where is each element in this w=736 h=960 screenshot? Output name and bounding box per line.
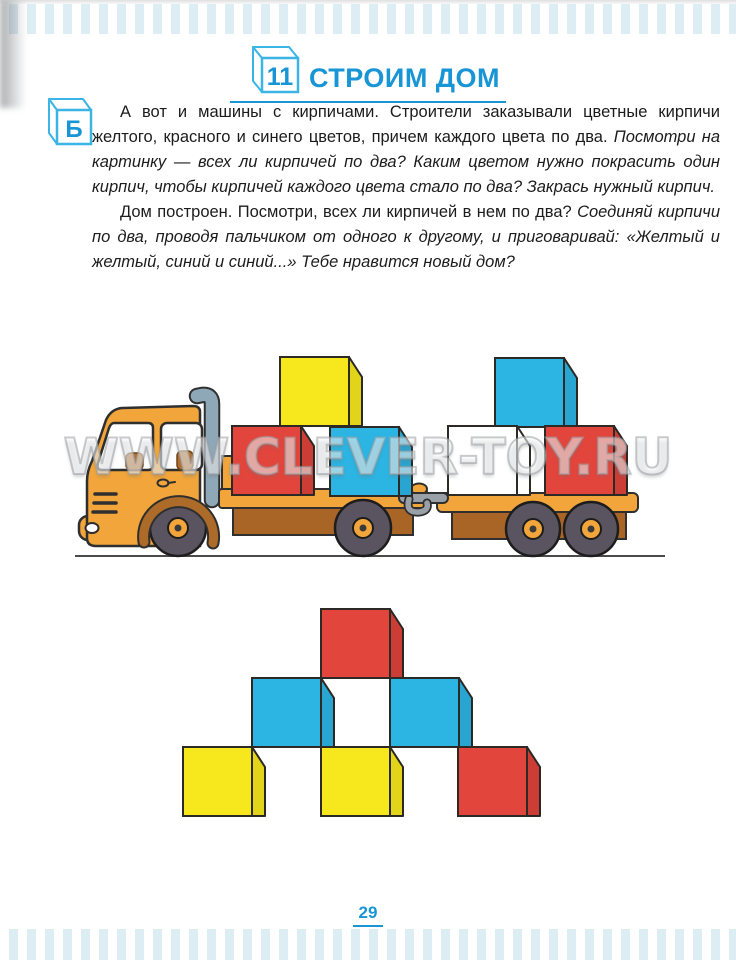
block-side-shade xyxy=(390,747,403,816)
page-number: 29 xyxy=(353,903,384,927)
door-handle xyxy=(158,480,169,487)
seat xyxy=(177,451,193,470)
decorative-stripe-band-top xyxy=(0,4,736,34)
block-front-face xyxy=(495,358,564,427)
block-front-face xyxy=(390,678,459,747)
trailer-wheel-left xyxy=(506,502,560,556)
block-side-shade xyxy=(321,678,334,747)
paragraph-1 xyxy=(92,100,720,200)
block-front-face xyxy=(252,678,321,747)
cube-top-face xyxy=(49,99,91,110)
page-footer xyxy=(0,903,736,927)
instructions xyxy=(92,100,720,275)
hub-center xyxy=(588,526,595,533)
house-block-yellow-bottom-center xyxy=(321,747,403,816)
level-badge-cube-icon xyxy=(42,94,96,148)
block-side-shade xyxy=(614,426,627,495)
block-side-shade xyxy=(301,426,314,495)
house-block-blue-middle-right xyxy=(390,678,472,747)
block-red-truck-bed xyxy=(232,426,314,495)
paragraph-1-task: Посмотри на картинку — всех ли кирпичей по два? Каким цветом нужно покрасить один кирпич, чтобы кирпичей каждого цвета стало по два? Закрась нужный кирпич. xyxy=(92,128,720,196)
level-letter: Б xyxy=(65,116,83,143)
watermark: WWW.CLEVER-TOY.RU xyxy=(63,428,673,486)
truck-illustration xyxy=(0,280,736,580)
page-header xyxy=(0,44,736,103)
block-house-illustration xyxy=(0,580,736,870)
block-front-face xyxy=(458,747,527,816)
block-side-shade xyxy=(564,358,577,427)
seat xyxy=(126,453,143,470)
house-block-red-bottom-right xyxy=(458,747,540,816)
block-front-face xyxy=(448,426,517,495)
block-front-face xyxy=(330,427,399,496)
lesson-title xyxy=(230,44,506,103)
block-yellow-truck-top xyxy=(280,357,362,426)
hub-center xyxy=(360,525,367,532)
block-front-face xyxy=(280,357,349,426)
paragraph-2-normal: Дом построен. Посмотри, всех ли кирпичей в нем по два? xyxy=(120,203,578,221)
lesson-number-cube-icon xyxy=(246,44,302,98)
lesson-number: 11 xyxy=(266,63,294,91)
block-side-shade xyxy=(459,678,472,747)
trailer-wheel-right xyxy=(564,502,618,556)
block-side-shade xyxy=(527,747,540,816)
paragraph-1-normal: А вот и машины с кирпичами. Строители заказывали цветные кирпичи желтого, красного и синего цветов, причем каждого цвета по два. xyxy=(92,103,720,146)
cube-top-face xyxy=(253,47,298,58)
block-front-face xyxy=(183,747,252,816)
door-handle-line xyxy=(168,482,175,483)
block-front-face xyxy=(545,426,614,495)
house-block-yellow-bottom-left xyxy=(183,747,265,816)
block-front-face xyxy=(321,609,390,678)
headlight xyxy=(86,523,99,533)
block-red-trailer-bed xyxy=(545,426,627,495)
truck-rear-wheel xyxy=(335,500,391,556)
paragraph-2 xyxy=(92,200,720,275)
decorative-stripe-band-bottom xyxy=(0,929,736,960)
level-badge xyxy=(42,94,96,153)
paragraph-2-task: Соединяй кирпичи по два, проводя пальчиком от одного к другому, и приговаривай: «Желтый и желтый, синий и синий...» Тебе нравится новый дом? xyxy=(92,203,720,271)
house-block-blue-middle-left xyxy=(252,678,334,747)
block-side-shade xyxy=(390,609,403,678)
page-title: СТРОИМ ДОМ xyxy=(308,63,501,93)
block-blue-trailer-top xyxy=(495,358,577,427)
block-side-face xyxy=(517,426,530,495)
block-front-face xyxy=(321,747,390,816)
block-side-shade xyxy=(349,357,362,426)
hub-center xyxy=(530,526,537,533)
block-white-uncolored-trailer-bed xyxy=(448,426,530,495)
block-side-shade xyxy=(399,427,412,496)
hub-center xyxy=(175,525,182,532)
block-front-face xyxy=(232,426,301,495)
block-blue-truck-bed xyxy=(330,427,412,496)
house-block-red-top xyxy=(321,609,403,678)
block-side-shade xyxy=(252,747,265,816)
